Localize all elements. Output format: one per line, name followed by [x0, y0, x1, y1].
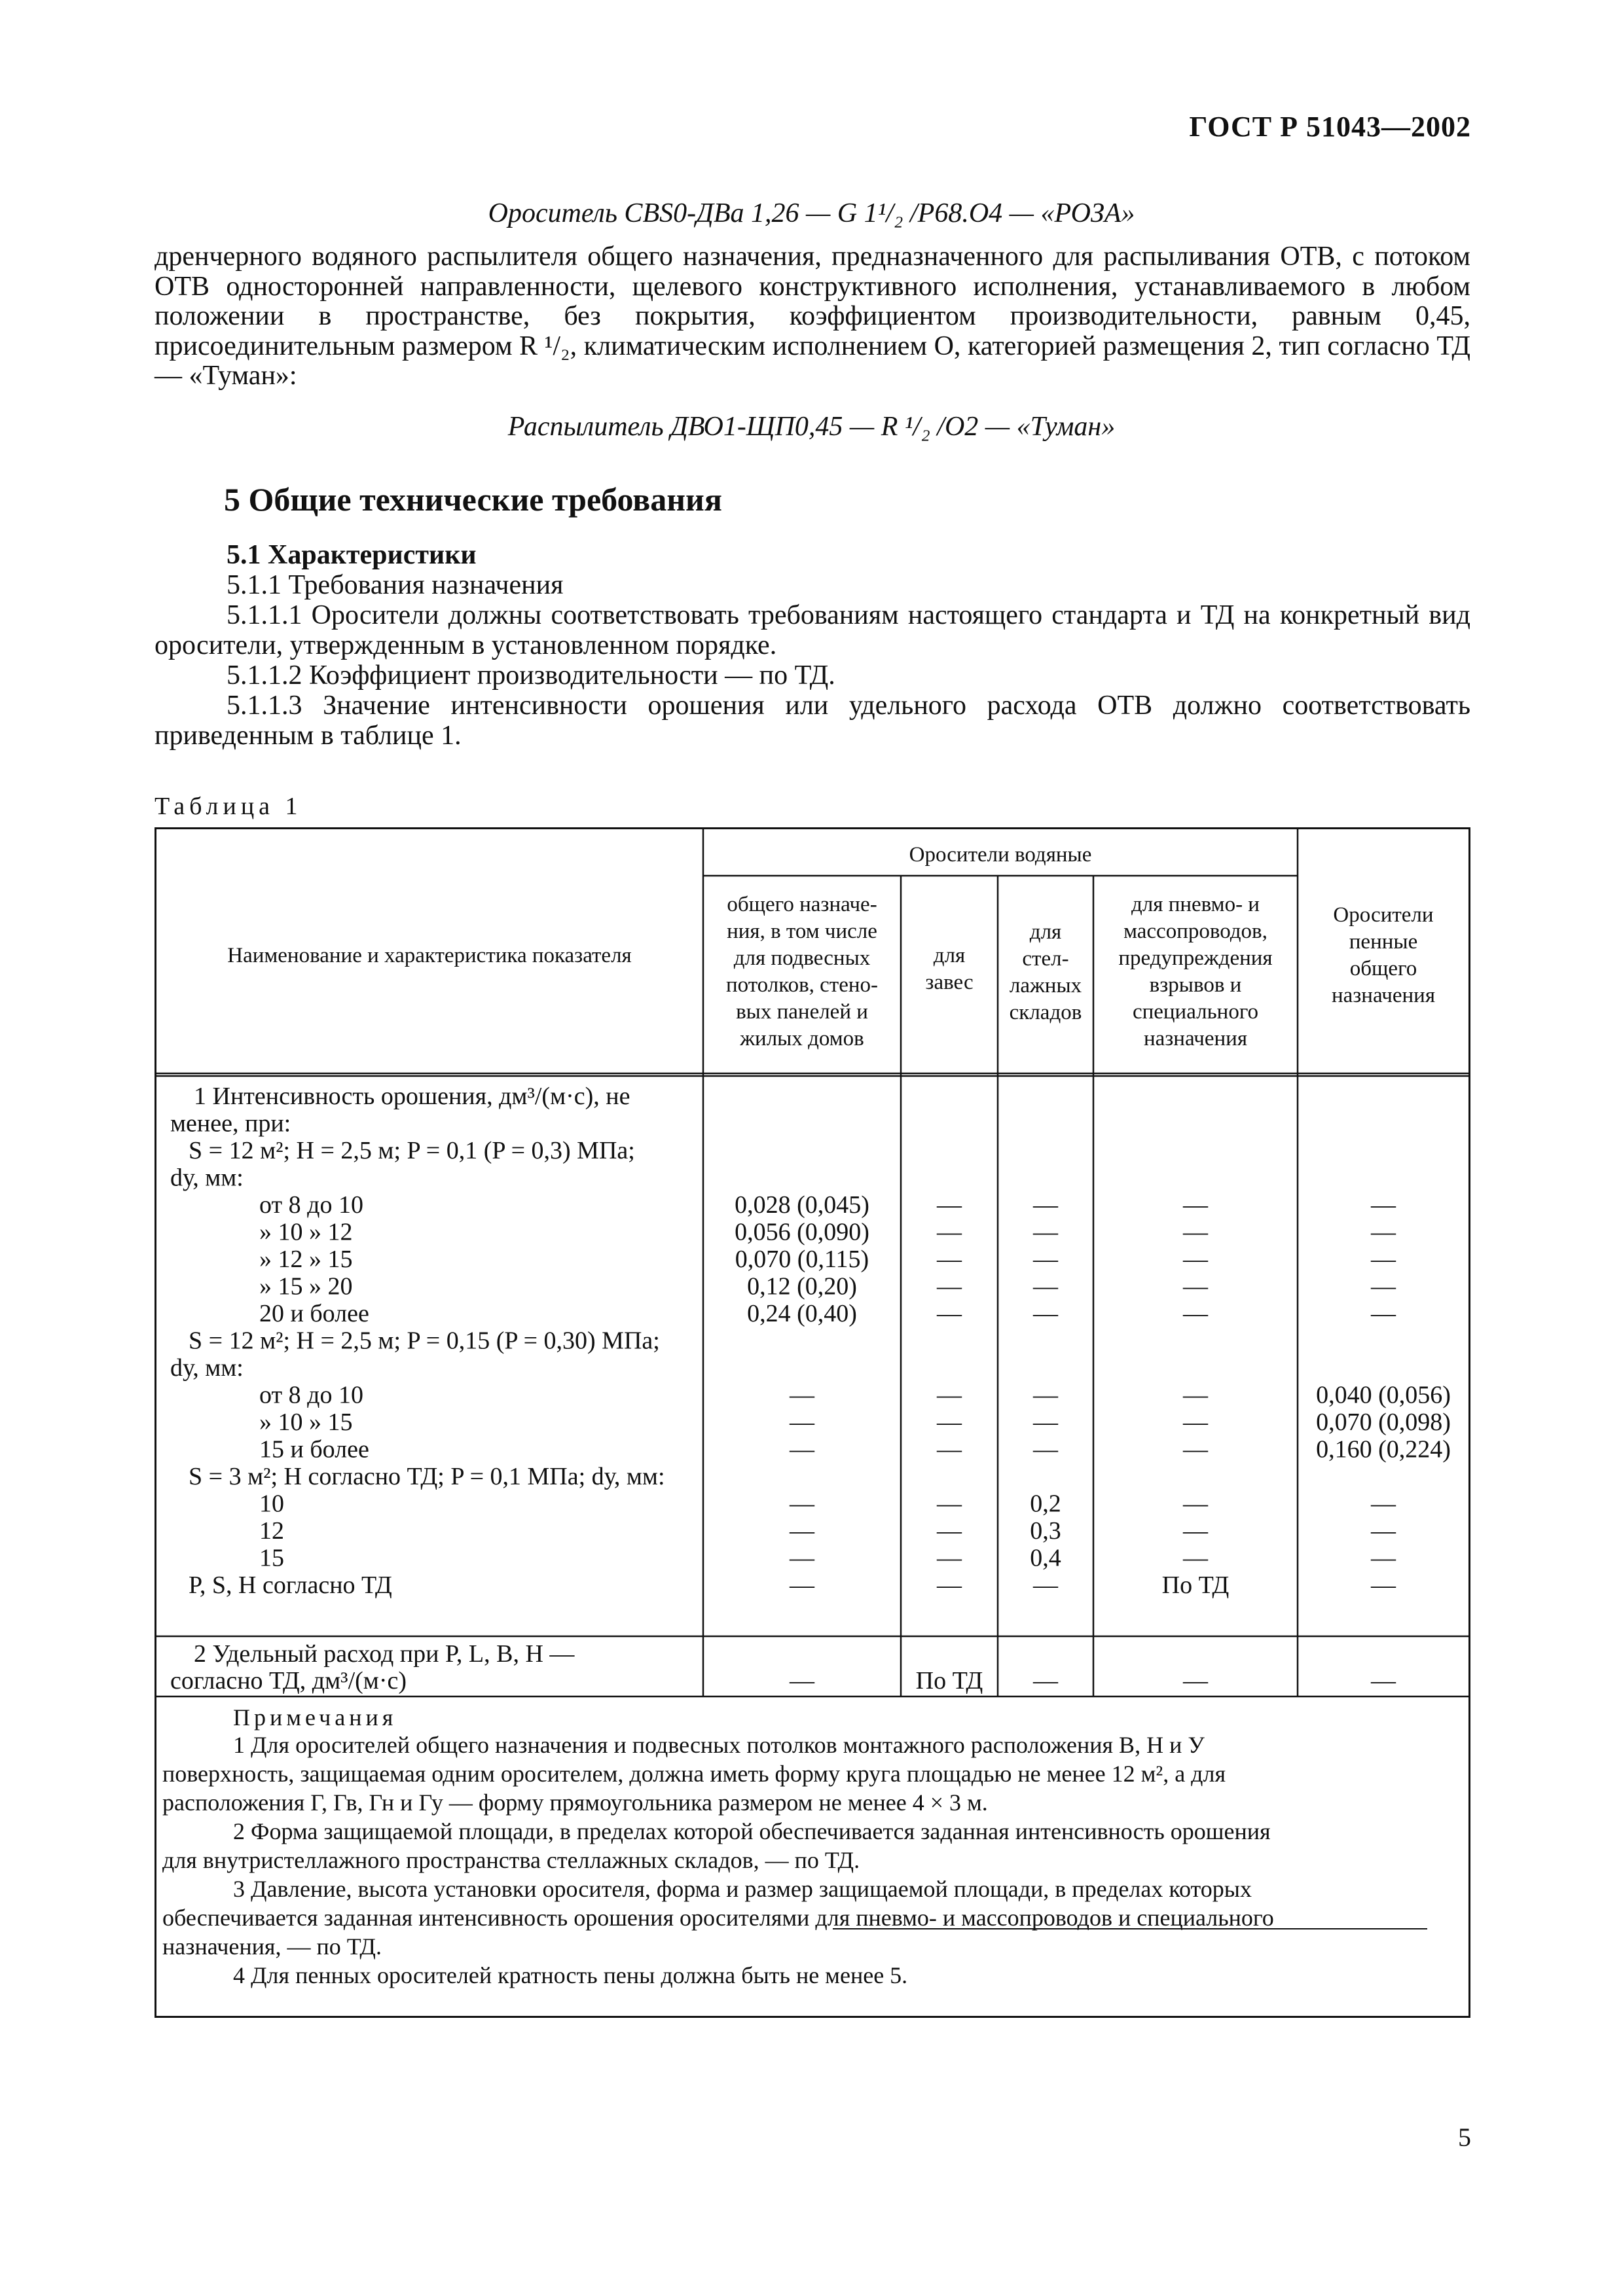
table-row-label: 1 Интенсивность орошения, дм³/(м·с), не: [194, 1083, 630, 1110]
table-row2-label: согласно ТД, дм³/(м·с): [170, 1667, 407, 1695]
header-curtain-line: для: [933, 944, 966, 967]
header-foam-line: назначения: [1331, 984, 1436, 1007]
table-row2-value: —: [790, 1667, 814, 1695]
table-cell-value: —: [790, 1435, 814, 1463]
table-row-label: от 8 до 10: [259, 1381, 363, 1409]
header-pneumo-line: взрывов и: [1149, 973, 1242, 997]
sprinkler-designation-example: Ороситель CBS0-ДВа 1,26 — G 1¹/₂ /Р68.О4 — «РОЗА»: [488, 198, 1135, 228]
document-header: ГОСТ Р 51043—2002: [1189, 111, 1471, 143]
table-cell-value: —: [1183, 1408, 1208, 1436]
header-pneumo-line: назначения: [1143, 1027, 1248, 1050]
header-general-line: вых панелей и: [736, 1000, 868, 1024]
table-row-label: » 10 » 15: [259, 1408, 353, 1436]
table-cell-value: —: [937, 1408, 962, 1436]
table-row2-label: 2 Удельный расход при P, L, B, H —: [194, 1640, 575, 1668]
table-cell-value: 0,12 (0,20): [747, 1272, 857, 1300]
table-cell-value: —: [1183, 1435, 1208, 1463]
table-cell-value: —: [790, 1544, 814, 1572]
table-cell-value: —: [1371, 1571, 1396, 1599]
paragraph-5-1-1-2: 5.1.1.2 Коэффициент производительности — по ТД.: [227, 660, 835, 691]
header-rack-line: лажных: [1009, 974, 1082, 997]
table-cell-value: —: [937, 1246, 962, 1273]
table-row2-value: По ТД: [915, 1667, 983, 1695]
table-row2-value: —: [1371, 1667, 1396, 1695]
table-row2-value: —: [1033, 1667, 1058, 1695]
table-cell-value: —: [1183, 1490, 1208, 1518]
table-row-label: 15 и более: [259, 1435, 369, 1463]
table-cell-value: —: [1033, 1300, 1058, 1327]
table-row-label: 15: [259, 1544, 284, 1572]
table-row-label: » 15 » 20: [259, 1272, 353, 1300]
paragraph-5-1-1-3: 5.1.1.3 Значение интенсивности орошения или удельного расхода ОТВ должно соответствовать приведенным в таблице 1.: [155, 691, 1470, 751]
table-cell-value: —: [1033, 1381, 1058, 1409]
table-cell-value: —: [1371, 1218, 1396, 1246]
table-cell-value: —: [1371, 1191, 1396, 1219]
note-line: обеспечивается заданная интенсивность орошения оросителями для пневмо- и массопроводов и специального: [162, 1905, 1274, 1931]
table-cell-value: —: [1033, 1272, 1058, 1300]
table-cell-value: 0,2: [1030, 1490, 1061, 1518]
table-1: [155, 827, 1470, 2018]
header-foam-line: Оросители: [1333, 903, 1434, 927]
table-cell-value: —: [790, 1408, 814, 1436]
table-caption: Таблица 1: [155, 793, 302, 820]
table-cell-value: —: [1371, 1246, 1396, 1273]
table-row-label: от 8 до 10: [259, 1191, 363, 1219]
header-pneumo-line: предупреждения: [1118, 946, 1273, 970]
header-general-line: потолков, стено-: [725, 973, 879, 997]
header-general-line: для подвесных: [733, 946, 871, 970]
header-general-line: общего назначе-: [727, 893, 877, 916]
table-cell-value: 0,160 (0,224): [1316, 1435, 1451, 1463]
table-cell-value: —: [937, 1381, 962, 1409]
atomizer-description-paragraph: дренчерного водяного распылителя общего назначения, предназначенного для распыливания ОТВ, с потоком ОТВ односторонней направленности, щелевого конструктивного исполнения, устанавливаемого в любом положении в пространстве, без покрытия, коэффициентом производительности, равным 0,45, присоединительным размером R ¹/₂, климатическим исполнением О, категорией размещения 2, тип согласно ТД — «Туман»:: [155, 242, 1470, 391]
notes-title: Примечания: [233, 1704, 397, 1731]
table-cell-value: 0,070 (0,115): [735, 1246, 869, 1273]
table-cell-value: —: [1033, 1218, 1058, 1246]
table-cell-value: —: [937, 1544, 962, 1572]
table-cell-value: —: [937, 1435, 962, 1463]
note-line: 4 Для пенных оросителей кратность пены должна быть не менее 5.: [233, 1962, 908, 1988]
table-cell-value: 0,056 (0,090): [735, 1218, 869, 1246]
table-row-label: » 12 » 15: [259, 1246, 353, 1273]
header-foam-line: пенные: [1349, 930, 1418, 954]
table-cell-value: —: [790, 1490, 814, 1518]
header-pneumo-line: массопроводов,: [1123, 920, 1267, 943]
table-cell-value: —: [790, 1517, 814, 1545]
table-cell-value: 0,040 (0,056): [1316, 1381, 1451, 1409]
header-general-line: ния, в том числе: [727, 920, 877, 943]
table-cell-value: —: [1183, 1381, 1208, 1409]
table-row-label: dу, мм:: [170, 1354, 244, 1382]
table-row-label: S = 12 м²; H = 2,5 м; P = 0,1 (P = 0,3) МПа;: [189, 1137, 635, 1164]
table-row-label: менее, при:: [170, 1109, 291, 1138]
header-general-line: жилых домов: [740, 1027, 864, 1050]
table-cell-value: —: [1183, 1191, 1208, 1219]
header-rack-line: складов: [1009, 1001, 1082, 1024]
header-pneumo-line: для пневмо- и: [1131, 893, 1260, 916]
table-row-label: » 10 » 12: [259, 1218, 353, 1246]
table-cell-value: —: [1183, 1246, 1208, 1273]
table-cell-value: —: [1033, 1571, 1058, 1599]
table-cell-value: 0,4: [1030, 1544, 1061, 1572]
table-cell-value: —: [1371, 1517, 1396, 1545]
table-row2-value: —: [1183, 1667, 1208, 1695]
header-rack-line: стел-: [1022, 947, 1069, 971]
note-line: поверхность, защищаемая одним оросителем, должна иметь форму круга площадью не менее 12 м², а для: [162, 1761, 1226, 1787]
table-cell-value: —: [1371, 1272, 1396, 1300]
table-row-label: S = 12 м²; H = 2,5 м; P = 0,15 (P = 0,30) МПа;: [189, 1327, 660, 1355]
table-cell-value: —: [937, 1218, 962, 1246]
table-cell-value: —: [1033, 1435, 1058, 1463]
header-foam-line: общего: [1349, 957, 1417, 980]
header-rack-line: для: [1029, 920, 1062, 944]
table-cell-value: —: [1183, 1300, 1208, 1327]
table-cell-value: —: [1033, 1246, 1058, 1273]
table-cell-value: —: [1033, 1408, 1058, 1436]
table-cell-value: —: [1183, 1272, 1208, 1300]
page-number: 5: [1458, 2123, 1471, 2152]
header-group-water: Оросители водяные: [909, 843, 1092, 867]
table-cell-value: —: [937, 1191, 962, 1219]
header-pneumo-line: специального: [1132, 1000, 1259, 1024]
table-cell-value: —: [1371, 1300, 1396, 1327]
table-cell-value: —: [1183, 1544, 1208, 1572]
table-cell-value: 0,24 (0,40): [747, 1300, 857, 1327]
table-cell-value: —: [937, 1571, 962, 1599]
table-cell-value: —: [1183, 1218, 1208, 1246]
table-row-label: 20 и более: [259, 1300, 369, 1327]
note-line: расположения Г, Гв, Гн и Гу — форму прямоугольника размером не менее 4 × 3 м.: [162, 1789, 988, 1816]
note-line: назначения, — по ТД.: [162, 1933, 382, 1960]
table-cell-value: 0,028 (0,045): [735, 1191, 869, 1219]
paragraph-5-1-1-1: 5.1.1.1 Оросители должны соответствовать требованиям настоящего стандарта и ТД на конкретный вид оросители, утвержденным в установленном порядке.: [155, 600, 1470, 660]
table-cell-value: —: [937, 1517, 962, 1545]
table-cell-value: 0,070 (0,098): [1316, 1408, 1451, 1436]
table-cell-value: —: [1033, 1191, 1058, 1219]
note-line: 1 Для оросителей общего назначения и подвесных потолков монтажного расположения В, Н и У: [233, 1732, 1205, 1758]
atomizer-designation-example: Распылитель ДВО1-ЩП0,45 — R ¹/₂ /О2 — «Туман»: [507, 412, 1116, 442]
table-row-label: 12: [259, 1517, 284, 1545]
table-row-label: 10: [259, 1490, 284, 1518]
table-cell-value: —: [937, 1490, 962, 1518]
subsection-heading-5-1-1: 5.1.1 Требования назначения: [227, 570, 564, 600]
note-line: 2 Форма защищаемой площади, в пределах которой обеспечивается заданная интенсивность орошения: [233, 1818, 1271, 1844]
table-cell-value: —: [790, 1571, 814, 1599]
subsection-heading-5-1: 5.1 Характеристики: [227, 540, 477, 570]
section-title: 5 Общие технические требования: [224, 481, 722, 518]
table-row-label: S = 3 м²; H согласно ТД; P = 0,1 МПа; dу, мм:: [189, 1463, 665, 1490]
table-cell-value: —: [790, 1381, 814, 1409]
table-row-label: dу, мм:: [170, 1164, 244, 1192]
table-cell-value: —: [1183, 1517, 1208, 1545]
table-cell-value: —: [1371, 1490, 1396, 1518]
note-line: для внутристеллажного пространства стеллажных складов, — по ТД.: [162, 1847, 860, 1873]
header-curtain-line: завес: [925, 971, 974, 994]
table-cell-value: —: [937, 1272, 962, 1300]
table-cell-value: По ТД: [1161, 1571, 1230, 1599]
table-row-label: P, S, H согласно ТД: [189, 1571, 392, 1599]
table-cell-value: 0,3: [1030, 1517, 1061, 1545]
header-param-name: Наименование и характеристика показателя: [227, 944, 632, 967]
table-cell-value: —: [937, 1300, 962, 1327]
note-line: 3 Давление, высота установки оросителя, форма и размер защищаемой площади, в пределах которых: [233, 1876, 1252, 1902]
table-cell-value: —: [1371, 1544, 1396, 1572]
